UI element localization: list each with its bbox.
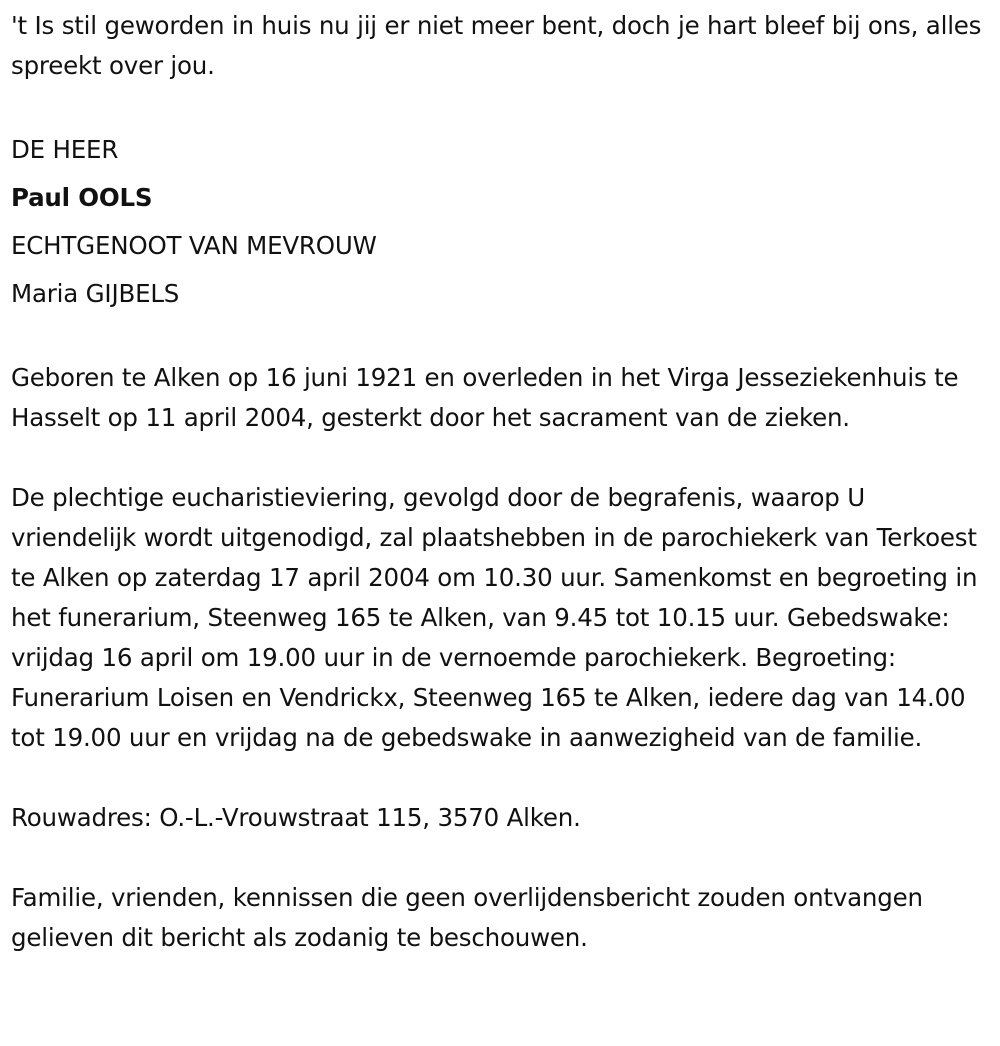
- deceased-name: Paul OOLS: [11, 183, 153, 212]
- deceased-block: [11, 126, 993, 318]
- intro-verse: 't Is stil geworden in huis nu jij er niet meer bent, doch je hart bleef bij ons, alles spreekt over jou.: [11, 11, 982, 80]
- spouse-name: Maria GIJBELS: [11, 279, 180, 308]
- obituary-notice: [11, 6, 993, 998]
- mourning-address: Rouwadres: O.-L.-Vrouwstraat 115, 3570 Alken.: [11, 803, 581, 832]
- deceased-title: DE HEER: [11, 135, 119, 164]
- deceased-relation: ECHTGENOOT VAN MEVROUW: [11, 231, 377, 260]
- ceremony-paragraph: De plechtige eucharistieviering, gevolgd door de begrafenis, waarop U vriendelijk wordt uitgenodigd, zal plaatshebben in de parochiekerk van Terkoest te Alken op zaterdag 17 april 2004 om 10.30 uur. Samenkomst en begroeting in het funerarium, Steenweg 165 te Alken, van 9.45 tot 10.15 uur. Gebedswake: vrijdag 16 april om 19.00 uur in de vernoemde parochiekerk. Begroeting: Funerarium Loisen en Vendrickx, Steenweg 165 te Alken, iedere dag van 14.00 tot 19.00 uur en vrijdag na de gebedswake in aanwezigheid van de familie.: [11, 483, 978, 752]
- closing-paragraph: Familie, vrienden, kennissen die geen overlijdensbericht zouden ontvangen gelieven dit bericht als zodanig te beschouwen.: [11, 883, 923, 952]
- birth-death-paragraph: Geboren te Alken op 16 juni 1921 en overleden in het Virga Jesseziekenhuis te Hasselt op 11 april 2004, gesterkt door het sacrament van de zieken.: [11, 363, 959, 432]
